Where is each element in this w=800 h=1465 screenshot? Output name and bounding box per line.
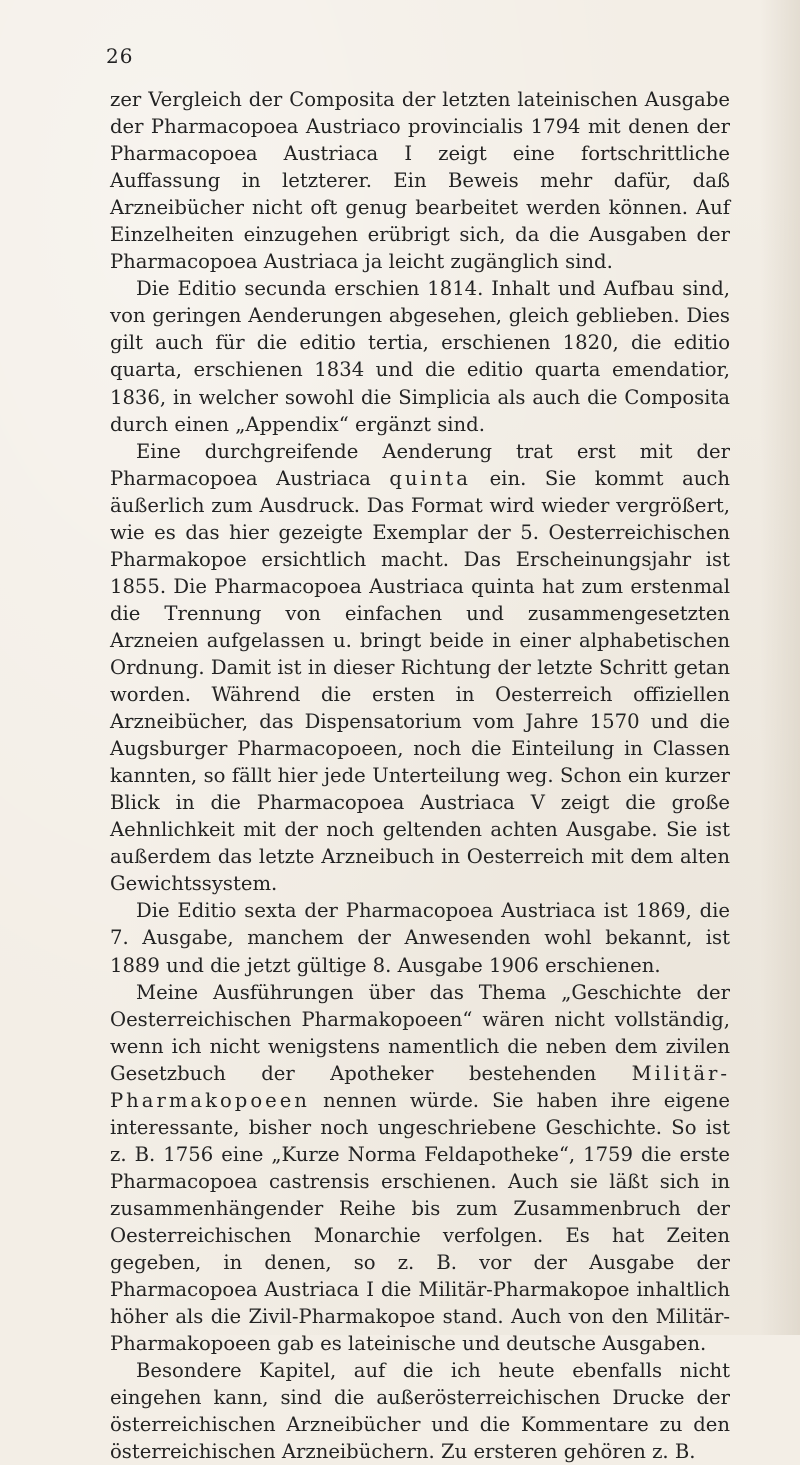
spaced-emphasis: Militär-Pharmakopoeen [110, 1061, 730, 1112]
body-text [110, 86, 730, 1465]
text-run: Die Editio secunda erschien 1814. Inhalt und Aufbau sind, von geringen Aenderungen abgesehen, gleich geblieben. Dies gilt auch für die editio tertia, erschienen 1820, die editio quarta, erschienen 1834 und die editio quarta emendatior, 1836, in welcher sowohl die Simplicia als auch die Composita durch einen „Appendix“ ergänzt sind. [110, 277, 730, 436]
page-edge-shadow [760, 0, 800, 1335]
text-run: Meine Ausführungen über das Thema „Geschichte der Oesterreichischen Pharmakopoeen“ wären nicht vollständig, wenn ich nicht wenigstens namentlich die neben dem zivilen Gesetzbuch der Apotheker bestehenden [110, 980, 730, 1085]
text-run: ein. Sie kommt auch äußerlich zum Ausdruck. Das Format wird wieder vergrößert, wie es das hier gezeigte Exemplar der 5. Oesterreichischen Pharmakopoe ersichtlich macht. Das Erscheinungsjahr ist 1855. Die Pharmacopoea Austriaca quinta hat zum erstenmal die Trennung von einfachen und zusammengesetzten Arzneien aufgelassen u. bringt beide in einer alphabetischen Ordnung. Damit ist in dieser Richtung der letzte Schritt getan worden. Während die ersten in Oesterreich offiziellen Arzneibücher, das Dispensatorium vom Jahre 1570 und die Augsburger Pharmacopoeen, noch die Einteilung in Classen kannten, so fällt hier jede Unterteilung weg. Schon ein kurzer Blick in die Pharmacopoea Austriaca V zeigt die große Aehnlichkeit mit der noch geltenden achten Ausgabe. Sie ist außerdem das letzte Arzneibuch in Oesterreich mit dem alten Gewichtssystem. [110, 466, 730, 896]
paragraph [110, 86, 730, 275]
paragraph [110, 275, 730, 437]
text-run: Besondere Kapitel, auf die ich heute ebenfalls nicht eingehen kann, sind die außerösterreichischen Drucke der österreichischen Arzneibücher und die Kommentare zu den österreichischen Arzneibüchern. Zu ersteren gehören z. B. [110, 1359, 730, 1464]
text-run: Eine durchgreifende Aenderung trat erst mit der Pharmacopoea Austriaca [110, 439, 730, 490]
spaced-emphasis: quinta [389, 466, 471, 490]
paragraph [110, 1357, 730, 1465]
text-run: zer Vergleich der Composita der letzten lateinischen Ausgabe der Pharmacopoea Austriaco provincialis 1794 mit denen der Pharmacopoea Austriaca I zeigt eine fortschrittliche Auffassung in letzterer. Ein Beweis mehr dafür, daß Arzneibücher nicht oft genug bearbeitet werden können. Auf Einzelheiten einzugehen erübrigt sich, da die Ausgaben der Pharmacopoea Austriaca ja leicht zugänglich sind. [110, 88, 730, 274]
paragraph [110, 897, 730, 978]
page-number: 26 [106, 44, 134, 68]
text-run: nennen würde. Sie haben ihre eigene interessante, bisher noch ungeschriebene Geschichte. So ist z. B. 1756 eine „Kurze Norma Feldapotheke“, 1759 die erste Pharmacopoea castrensis erschienen. Auch sie läßt sich in zusammenhängender Reihe bis zum Zusammenbruch der Oesterreichischen Monarchie verfolgen. Es hat Zeiten gegeben, in denen, so z. B. vor der Ausgabe der Pharmacopoea Austriaca I die Militär-Pharmakopoe inhaltlich höher als die Zivil-Pharmakopoe stand. Auch von den Militär-Pharmakopoeen gab es lateinische und deutsche Ausgaben. [110, 1088, 730, 1356]
text-run: Die Editio sexta der Pharmacopoea Austriaca ist 1869, die 7. Ausgabe, manchem der Anwesenden wohl bekannt, ist 1889 und die jetzt gültige 8. Ausgabe 1906 erschienen. [110, 899, 730, 977]
paragraph [110, 438, 730, 898]
paragraph [110, 979, 730, 1358]
